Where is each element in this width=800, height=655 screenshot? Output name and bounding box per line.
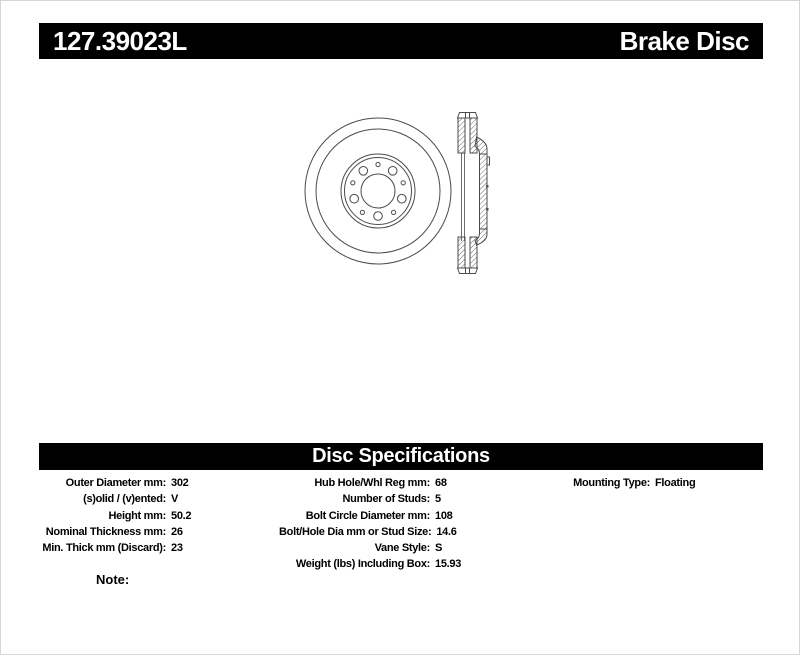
spec-label: Min. Thick mm (Discard): — [42, 542, 166, 555]
spec-row — [279, 556, 529, 572]
brake-disc-front-view — [305, 118, 451, 264]
spec-row — [39, 524, 274, 540]
disc-outer-edge-circle — [305, 118, 451, 264]
spec-label: Bolt Circle Diameter mm: — [305, 509, 430, 522]
spec-value: 50.2 — [171, 509, 192, 522]
spec-label: Weight (lbs) Including Box: — [295, 558, 430, 571]
bottom-inner-cheek — [470, 237, 477, 268]
spec-value: 5 — [435, 493, 441, 506]
spec-value: 15.93 — [435, 558, 462, 571]
spec-value: 14.6 — [436, 525, 457, 538]
header-bar — [39, 23, 763, 59]
product-name: Brake Disc — [619, 25, 749, 56]
spec-value: 23 — [171, 542, 183, 555]
spec-label: Number of Studs: — [342, 493, 430, 506]
top-edge-chamfer — [458, 113, 478, 119]
spec-label: Height mm: — [108, 509, 166, 522]
hub-outer-circle — [341, 154, 415, 228]
top-outer-cheek — [458, 118, 465, 153]
spec-label: Mounting Type: — [573, 477, 650, 489]
spec-column-left — [39, 475, 274, 556]
bottom-outer-cheek — [458, 237, 465, 268]
spec-value: 302 — [171, 477, 189, 489]
brake-disc-cross-section — [458, 113, 490, 274]
spec-value: V — [171, 493, 179, 506]
spec-column-middle — [279, 475, 529, 573]
spec-label: Hub Hole/Whl Reg mm: — [314, 477, 430, 489]
hub-inner-circle — [345, 158, 412, 225]
top-inner-cheek — [470, 118, 477, 153]
spec-value: S — [435, 542, 443, 555]
spec-label: Bolt/Hole Dia mm or Stud Size: — [279, 525, 432, 538]
spec-label: Vane Style: — [374, 542, 430, 555]
spec-row — [279, 540, 529, 556]
spec-section-title: Disc Specifications — [312, 445, 490, 467]
part-number: 127.39023L — [53, 25, 187, 56]
spec-value: 108 — [435, 509, 453, 522]
friction-surface-inner-circle — [316, 129, 440, 253]
spec-value: 68 — [435, 477, 447, 489]
bolt-holes — [350, 167, 406, 221]
spec-row — [39, 540, 274, 556]
spec-row — [279, 508, 529, 524]
rim-notch — [487, 157, 490, 165]
spec-label: Outer Diameter mm: — [65, 477, 166, 489]
spec-column-right — [561, 475, 763, 491]
spec-row — [39, 491, 274, 507]
spec-section-title-bar — [39, 443, 763, 470]
spec-row — [279, 491, 529, 507]
spec-row — [561, 475, 763, 491]
spec-value: 26 — [171, 525, 183, 538]
center-bore-circle — [361, 174, 395, 208]
spec-row — [39, 508, 274, 524]
note-label: Note: — [96, 572, 130, 587]
spec-row — [279, 524, 529, 540]
brake-disc-drawing — [291, 96, 511, 286]
spec-label: Nominal Thickness mm: — [45, 525, 166, 538]
spec-row — [279, 475, 529, 491]
spec-label: (s)olid / (v)ented: — [83, 493, 166, 506]
spec-row — [39, 475, 274, 491]
spec-value: Floating — [655, 477, 696, 489]
bottom-edge-chamfer — [458, 268, 478, 274]
hat-rim — [480, 154, 488, 229]
